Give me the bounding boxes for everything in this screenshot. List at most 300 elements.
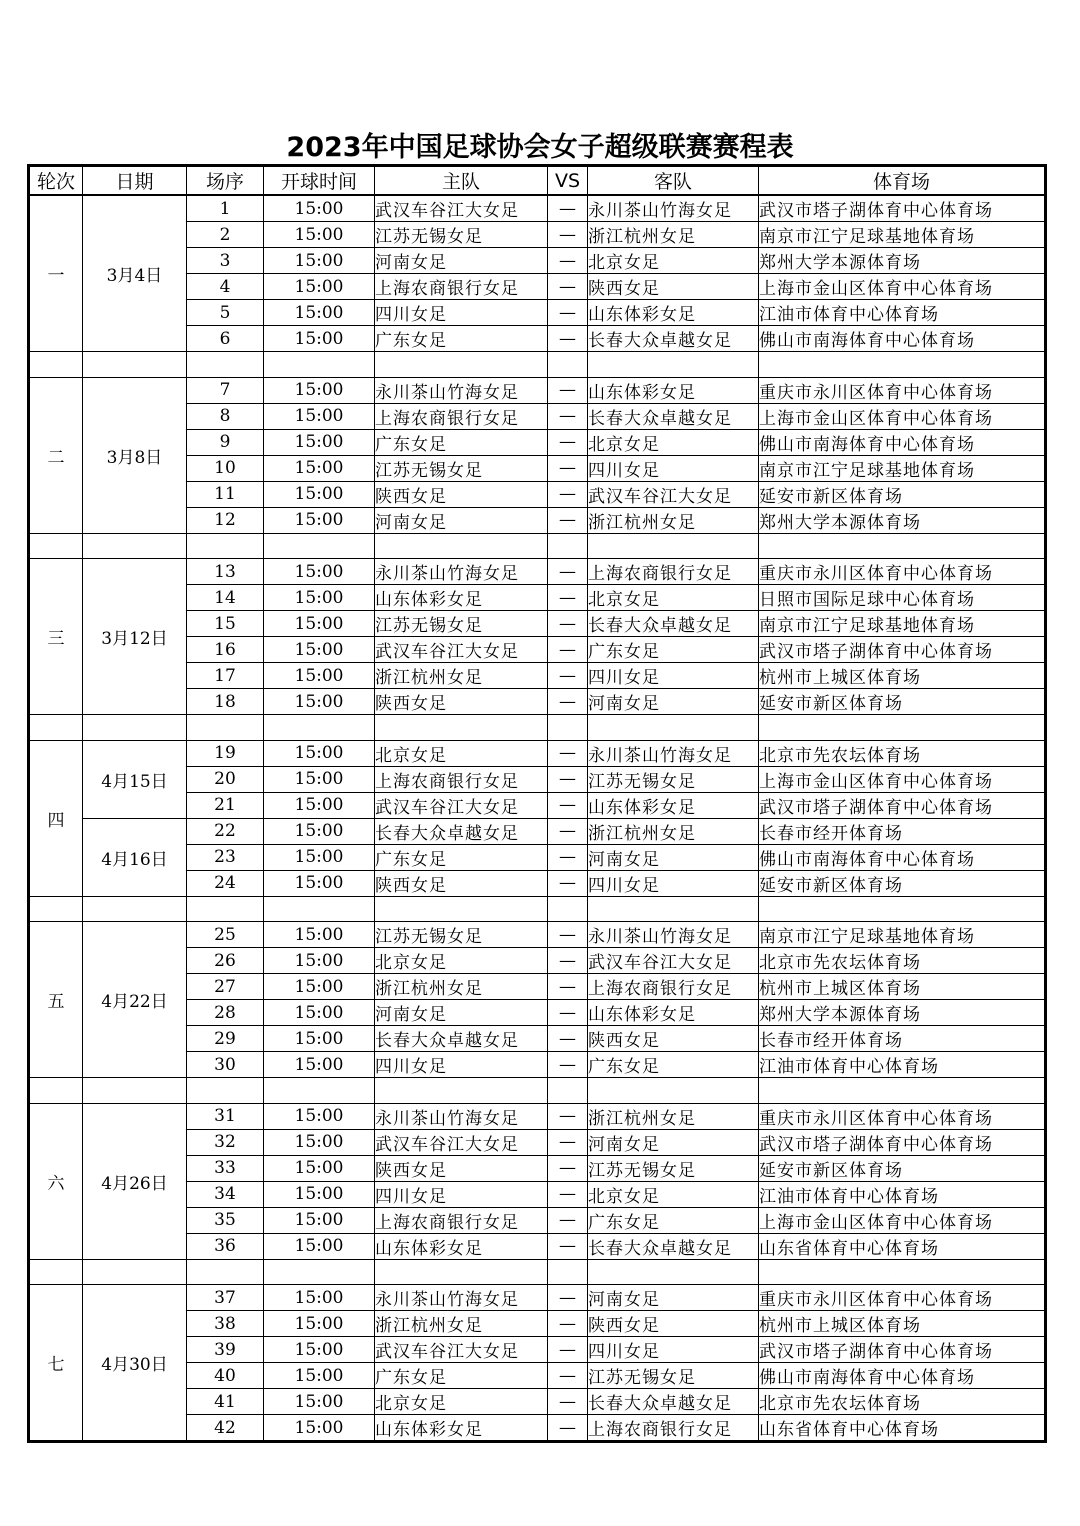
empty-cell [759, 352, 1046, 378]
venue: 重庆市永川区体育中心体育场 [759, 1285, 1046, 1311]
match-number: 33 [187, 1155, 264, 1181]
vs-separator: — [548, 689, 588, 715]
match-number: 20 [187, 766, 264, 792]
empty-cell [83, 896, 187, 922]
match-number: 4 [187, 274, 264, 300]
kickoff-time: 15:00 [264, 222, 375, 248]
match-number: 15 [187, 611, 264, 637]
match-number: 8 [187, 403, 264, 429]
vs-separator: — [548, 1000, 588, 1026]
match-number: 1 [187, 195, 264, 222]
home-team: 长春大众卓越女足 [375, 818, 548, 844]
kickoff-time: 15:00 [264, 1207, 375, 1233]
match-number: 9 [187, 429, 264, 455]
empty-cell [187, 715, 264, 741]
kickoff-time: 15:00 [264, 611, 375, 637]
round-cell: 四 [29, 740, 83, 896]
round-separator-row [29, 1259, 1046, 1285]
match-number: 19 [187, 740, 264, 766]
date-cell: 4月16日 [83, 818, 187, 896]
match-row [29, 922, 1046, 948]
away-team: 北京女足 [588, 248, 759, 274]
venue: 南京市江宁足球基地体育场 [759, 922, 1046, 948]
match-row [29, 377, 1046, 403]
match-number: 42 [187, 1415, 264, 1442]
away-team: 浙江杭州女足 [588, 1103, 759, 1129]
away-team: 北京女足 [588, 1181, 759, 1207]
away-team: 江苏无锡女足 [588, 1363, 759, 1389]
away-team: 四川女足 [588, 455, 759, 481]
home-team: 广东女足 [375, 326, 548, 352]
home-team: 上海农商银行女足 [375, 274, 548, 300]
match-row [29, 195, 1046, 222]
away-team: 北京女足 [588, 585, 759, 611]
vs-separator: — [548, 455, 588, 481]
empty-cell [588, 352, 759, 378]
header-kickoff: 开球时间 [264, 166, 375, 196]
vs-separator: — [548, 637, 588, 663]
away-team: 长春大众卓越女足 [588, 326, 759, 352]
empty-cell [264, 352, 375, 378]
home-team: 武汉车谷江大女足 [375, 1337, 548, 1363]
match-number: 5 [187, 300, 264, 326]
kickoff-time: 15:00 [264, 1415, 375, 1442]
vs-separator: — [548, 766, 588, 792]
empty-cell [588, 1259, 759, 1285]
home-team: 河南女足 [375, 507, 548, 533]
round-cell: 一 [29, 195, 83, 352]
empty-cell [264, 715, 375, 741]
header-row [29, 166, 1046, 196]
vs-separator: — [548, 585, 588, 611]
home-team: 广东女足 [375, 1363, 548, 1389]
vs-separator: — [548, 663, 588, 689]
vs-separator: — [548, 1026, 588, 1052]
schedule-table [27, 164, 1047, 1443]
kickoff-time: 15:00 [264, 1000, 375, 1026]
home-team: 永川茶山竹海女足 [375, 559, 548, 585]
kickoff-time: 15:00 [264, 195, 375, 222]
home-team: 永川茶山竹海女足 [375, 1285, 548, 1311]
vs-separator: — [548, 507, 588, 533]
kickoff-time: 15:00 [264, 1052, 375, 1078]
match-row [29, 559, 1046, 585]
empty-cell [83, 352, 187, 378]
empty-cell [548, 352, 588, 378]
home-team: 江苏无锡女足 [375, 222, 548, 248]
venue: 佛山市南海体育中心体育场 [759, 1363, 1046, 1389]
kickoff-time: 15:00 [264, 1233, 375, 1259]
empty-cell [759, 1078, 1046, 1104]
match-number: 38 [187, 1311, 264, 1337]
kickoff-time: 15:00 [264, 637, 375, 663]
vs-separator: — [548, 481, 588, 507]
away-team: 四川女足 [588, 870, 759, 896]
match-number: 29 [187, 1026, 264, 1052]
vs-separator: — [548, 1181, 588, 1207]
match-number: 16 [187, 637, 264, 663]
vs-separator: — [548, 611, 588, 637]
away-team: 广东女足 [588, 1207, 759, 1233]
date-cell: 4月22日 [83, 922, 187, 1078]
home-team: 广东女足 [375, 429, 548, 455]
match-number: 40 [187, 1363, 264, 1389]
empty-cell [588, 715, 759, 741]
vs-separator: — [548, 248, 588, 274]
match-row [29, 1103, 1046, 1129]
venue: 武汉市塔子湖体育中心体育场 [759, 1337, 1046, 1363]
home-team: 广东女足 [375, 844, 548, 870]
empty-cell [264, 1078, 375, 1104]
vs-separator: — [548, 1311, 588, 1337]
away-team: 河南女足 [588, 1285, 759, 1311]
kickoff-time: 15:00 [264, 377, 375, 403]
home-team: 陕西女足 [375, 481, 548, 507]
vs-separator: — [548, 429, 588, 455]
home-team: 浙江杭州女足 [375, 1311, 548, 1337]
vs-separator: — [548, 844, 588, 870]
home-team: 陕西女足 [375, 1155, 548, 1181]
match-number: 2 [187, 222, 264, 248]
vs-separator: — [548, 740, 588, 766]
vs-separator: — [548, 274, 588, 300]
match-number: 14 [187, 585, 264, 611]
venue: 延安市新区体育场 [759, 689, 1046, 715]
match-number: 18 [187, 689, 264, 715]
home-team: 四川女足 [375, 1181, 548, 1207]
vs-separator: — [548, 326, 588, 352]
home-team: 武汉车谷江大女足 [375, 1129, 548, 1155]
venue: 武汉市塔子湖体育中心体育场 [759, 1129, 1046, 1155]
venue: 长春市经开体育场 [759, 818, 1046, 844]
venue: 延安市新区体育场 [759, 481, 1046, 507]
venue: 武汉市塔子湖体育中心体育场 [759, 637, 1046, 663]
match-row [29, 740, 1046, 766]
away-team: 江苏无锡女足 [588, 766, 759, 792]
empty-cell [29, 1259, 83, 1285]
home-team: 上海农商银行女足 [375, 403, 548, 429]
round-cell: 六 [29, 1103, 83, 1259]
vs-separator: — [548, 1285, 588, 1311]
round-separator-row [29, 715, 1046, 741]
venue: 武汉市塔子湖体育中心体育场 [759, 195, 1046, 222]
kickoff-time: 15:00 [264, 844, 375, 870]
kickoff-time: 15:00 [264, 870, 375, 896]
away-team: 陕西女足 [588, 274, 759, 300]
venue: 郑州大学本源体育场 [759, 248, 1046, 274]
vs-separator: — [548, 1337, 588, 1363]
venue: 江油市体育中心体育场 [759, 1052, 1046, 1078]
home-team: 江苏无锡女足 [375, 922, 548, 948]
date-cell: 4月15日 [83, 740, 187, 818]
venue: 杭州市上城区体育场 [759, 663, 1046, 689]
empty-cell [548, 1078, 588, 1104]
kickoff-time: 15:00 [264, 1285, 375, 1311]
venue: 重庆市永川区体育中心体育场 [759, 1103, 1046, 1129]
header-date: 日期 [83, 166, 187, 196]
header-venue: 体育场 [759, 166, 1046, 196]
away-team: 浙江杭州女足 [588, 222, 759, 248]
away-team: 四川女足 [588, 1337, 759, 1363]
away-team: 永川茶山竹海女足 [588, 195, 759, 222]
empty-cell [759, 896, 1046, 922]
empty-cell [548, 1259, 588, 1285]
round-separator-row [29, 896, 1046, 922]
away-team: 广东女足 [588, 637, 759, 663]
empty-cell [83, 533, 187, 559]
away-team: 上海农商银行女足 [588, 559, 759, 585]
away-team: 武汉车谷江大女足 [588, 948, 759, 974]
home-team: 河南女足 [375, 248, 548, 274]
away-team: 长春大众卓越女足 [588, 611, 759, 637]
venue: 杭州市上城区体育场 [759, 974, 1046, 1000]
vs-separator: — [548, 377, 588, 403]
venue: 江油市体育中心体育场 [759, 1181, 1046, 1207]
match-number: 22 [187, 818, 264, 844]
kickoff-time: 15:00 [264, 1363, 375, 1389]
kickoff-time: 15:00 [264, 455, 375, 481]
kickoff-time: 15:00 [264, 792, 375, 818]
home-team: 山东体彩女足 [375, 1415, 548, 1442]
match-number: 21 [187, 792, 264, 818]
home-team: 北京女足 [375, 948, 548, 974]
venue: 杭州市上城区体育场 [759, 1311, 1046, 1337]
vs-separator: — [548, 818, 588, 844]
vs-separator: — [548, 1052, 588, 1078]
empty-cell [83, 1259, 187, 1285]
away-team: 陕西女足 [588, 1311, 759, 1337]
venue: 上海市金山区体育中心体育场 [759, 403, 1046, 429]
match-number: 26 [187, 948, 264, 974]
venue: 江油市体育中心体育场 [759, 300, 1046, 326]
kickoff-time: 15:00 [264, 740, 375, 766]
vs-separator: — [548, 792, 588, 818]
venue: 武汉市塔子湖体育中心体育场 [759, 792, 1046, 818]
venue: 上海市金山区体育中心体育场 [759, 1207, 1046, 1233]
venue: 延安市新区体育场 [759, 1155, 1046, 1181]
kickoff-time: 15:00 [264, 559, 375, 585]
empty-cell [375, 533, 548, 559]
home-team: 武汉车谷江大女足 [375, 792, 548, 818]
home-team: 山东体彩女足 [375, 1233, 548, 1259]
venue: 重庆市永川区体育中心体育场 [759, 559, 1046, 585]
vs-separator: — [548, 948, 588, 974]
venue: 南京市江宁足球基地体育场 [759, 222, 1046, 248]
kickoff-time: 15:00 [264, 922, 375, 948]
vs-separator: — [548, 1415, 588, 1442]
kickoff-time: 15:00 [264, 766, 375, 792]
match-number: 35 [187, 1207, 264, 1233]
match-row [29, 1285, 1046, 1311]
home-team: 四川女足 [375, 1052, 548, 1078]
home-team: 永川茶山竹海女足 [375, 1103, 548, 1129]
empty-cell [264, 896, 375, 922]
match-number: 23 [187, 844, 264, 870]
date-cell: 4月30日 [83, 1285, 187, 1442]
empty-cell [375, 1259, 548, 1285]
home-team: 四川女足 [375, 300, 548, 326]
home-team: 上海农商银行女足 [375, 1207, 548, 1233]
kickoff-time: 15:00 [264, 1155, 375, 1181]
empty-cell [187, 352, 264, 378]
kickoff-time: 15:00 [264, 481, 375, 507]
kickoff-time: 15:00 [264, 585, 375, 611]
away-team: 山东体彩女足 [588, 792, 759, 818]
home-team: 陕西女足 [375, 689, 548, 715]
match-number: 31 [187, 1103, 264, 1129]
home-team: 江苏无锡女足 [375, 455, 548, 481]
venue: 佛山市南海体育中心体育场 [759, 326, 1046, 352]
vs-separator: — [548, 1389, 588, 1415]
header-away: 客队 [588, 166, 759, 196]
kickoff-time: 15:00 [264, 1311, 375, 1337]
away-team: 河南女足 [588, 1129, 759, 1155]
round-cell: 三 [29, 559, 83, 715]
home-team: 江苏无锡女足 [375, 611, 548, 637]
round-separator-row [29, 533, 1046, 559]
empty-cell [187, 896, 264, 922]
empty-cell [29, 1078, 83, 1104]
away-team: 山东体彩女足 [588, 1000, 759, 1026]
kickoff-time: 15:00 [264, 1026, 375, 1052]
venue: 长春市经开体育场 [759, 1026, 1046, 1052]
empty-cell [29, 715, 83, 741]
empty-cell [759, 715, 1046, 741]
kickoff-time: 15:00 [264, 429, 375, 455]
empty-cell [29, 352, 83, 378]
empty-cell [29, 533, 83, 559]
match-number: 41 [187, 1389, 264, 1415]
vs-separator: — [548, 403, 588, 429]
kickoff-time: 15:00 [264, 326, 375, 352]
vs-separator: — [548, 1103, 588, 1129]
empty-cell [375, 896, 548, 922]
empty-cell [548, 715, 588, 741]
kickoff-time: 15:00 [264, 948, 375, 974]
page-title: 2023年中国足球协会女子超级联赛赛程表 [286, 132, 794, 163]
empty-cell [759, 533, 1046, 559]
vs-separator: — [548, 559, 588, 585]
empty-cell [759, 1259, 1046, 1285]
venue: 日照市国际足球中心体育场 [759, 585, 1046, 611]
home-team: 山东体彩女足 [375, 585, 548, 611]
kickoff-time: 15:00 [264, 818, 375, 844]
home-team: 长春大众卓越女足 [375, 1026, 548, 1052]
venue: 延安市新区体育场 [759, 870, 1046, 896]
match-number: 17 [187, 663, 264, 689]
vs-separator: — [548, 1363, 588, 1389]
match-number: 24 [187, 870, 264, 896]
venue: 上海市金山区体育中心体育场 [759, 274, 1046, 300]
empty-cell [29, 896, 83, 922]
away-team: 永川茶山竹海女足 [588, 922, 759, 948]
empty-cell [375, 715, 548, 741]
kickoff-time: 15:00 [264, 689, 375, 715]
home-team: 上海农商银行女足 [375, 766, 548, 792]
venue: 上海市金山区体育中心体育场 [759, 766, 1046, 792]
vs-separator: — [548, 1207, 588, 1233]
away-team: 山东体彩女足 [588, 300, 759, 326]
kickoff-time: 15:00 [264, 403, 375, 429]
empty-cell [588, 1078, 759, 1104]
home-team: 浙江杭州女足 [375, 974, 548, 1000]
away-team: 长春大众卓越女足 [588, 1389, 759, 1415]
match-number: 6 [187, 326, 264, 352]
header-match-no: 场序 [187, 166, 264, 196]
vs-separator: — [548, 870, 588, 896]
vs-separator: — [548, 1129, 588, 1155]
match-row [29, 818, 1046, 844]
date-cell: 4月26日 [83, 1103, 187, 1259]
kickoff-time: 15:00 [264, 274, 375, 300]
kickoff-time: 15:00 [264, 1337, 375, 1363]
kickoff-time: 15:00 [264, 663, 375, 689]
match-number: 7 [187, 377, 264, 403]
empty-cell [187, 1259, 264, 1285]
away-team: 上海农商银行女足 [588, 974, 759, 1000]
match-number: 36 [187, 1233, 264, 1259]
away-team: 河南女足 [588, 844, 759, 870]
match-number: 37 [187, 1285, 264, 1311]
venue: 郑州大学本源体育场 [759, 1000, 1046, 1026]
match-number: 39 [187, 1337, 264, 1363]
empty-cell [548, 533, 588, 559]
empty-cell [187, 1078, 264, 1104]
kickoff-time: 15:00 [264, 248, 375, 274]
match-number: 34 [187, 1181, 264, 1207]
venue: 北京市先农坛体育场 [759, 1389, 1046, 1415]
vs-separator: — [548, 1233, 588, 1259]
empty-cell [588, 533, 759, 559]
match-number: 12 [187, 507, 264, 533]
away-team: 浙江杭州女足 [588, 818, 759, 844]
kickoff-time: 15:00 [264, 974, 375, 1000]
venue: 重庆市永川区体育中心体育场 [759, 377, 1046, 403]
date-cell: 3月8日 [83, 377, 187, 533]
away-team: 永川茶山竹海女足 [588, 740, 759, 766]
home-team: 北京女足 [375, 1389, 548, 1415]
venue: 北京市先农坛体育场 [759, 740, 1046, 766]
match-number: 3 [187, 248, 264, 274]
venue: 佛山市南海体育中心体育场 [759, 429, 1046, 455]
venue: 南京市江宁足球基地体育场 [759, 455, 1046, 481]
vs-separator: — [548, 300, 588, 326]
away-team: 山东体彩女足 [588, 377, 759, 403]
home-team: 河南女足 [375, 1000, 548, 1026]
round-cell: 七 [29, 1285, 83, 1442]
empty-cell [375, 1078, 548, 1104]
home-team: 陕西女足 [375, 870, 548, 896]
away-team: 长春大众卓越女足 [588, 1233, 759, 1259]
away-team: 长春大众卓越女足 [588, 403, 759, 429]
away-team: 北京女足 [588, 429, 759, 455]
round-cell: 二 [29, 377, 83, 533]
away-team: 武汉车谷江大女足 [588, 481, 759, 507]
round-separator-row [29, 352, 1046, 378]
venue: 山东省体育中心体育场 [759, 1233, 1046, 1259]
date-cell: 3月4日 [83, 195, 187, 352]
away-team: 浙江杭州女足 [588, 507, 759, 533]
kickoff-time: 15:00 [264, 1129, 375, 1155]
vs-separator: — [548, 974, 588, 1000]
kickoff-time: 15:00 [264, 1181, 375, 1207]
away-team: 上海农商银行女足 [588, 1415, 759, 1442]
header-home: 主队 [375, 166, 548, 196]
header-vs: VS [548, 166, 588, 196]
round-separator-row [29, 1078, 1046, 1104]
home-team: 武汉车谷江大女足 [375, 637, 548, 663]
match-number: 32 [187, 1129, 264, 1155]
